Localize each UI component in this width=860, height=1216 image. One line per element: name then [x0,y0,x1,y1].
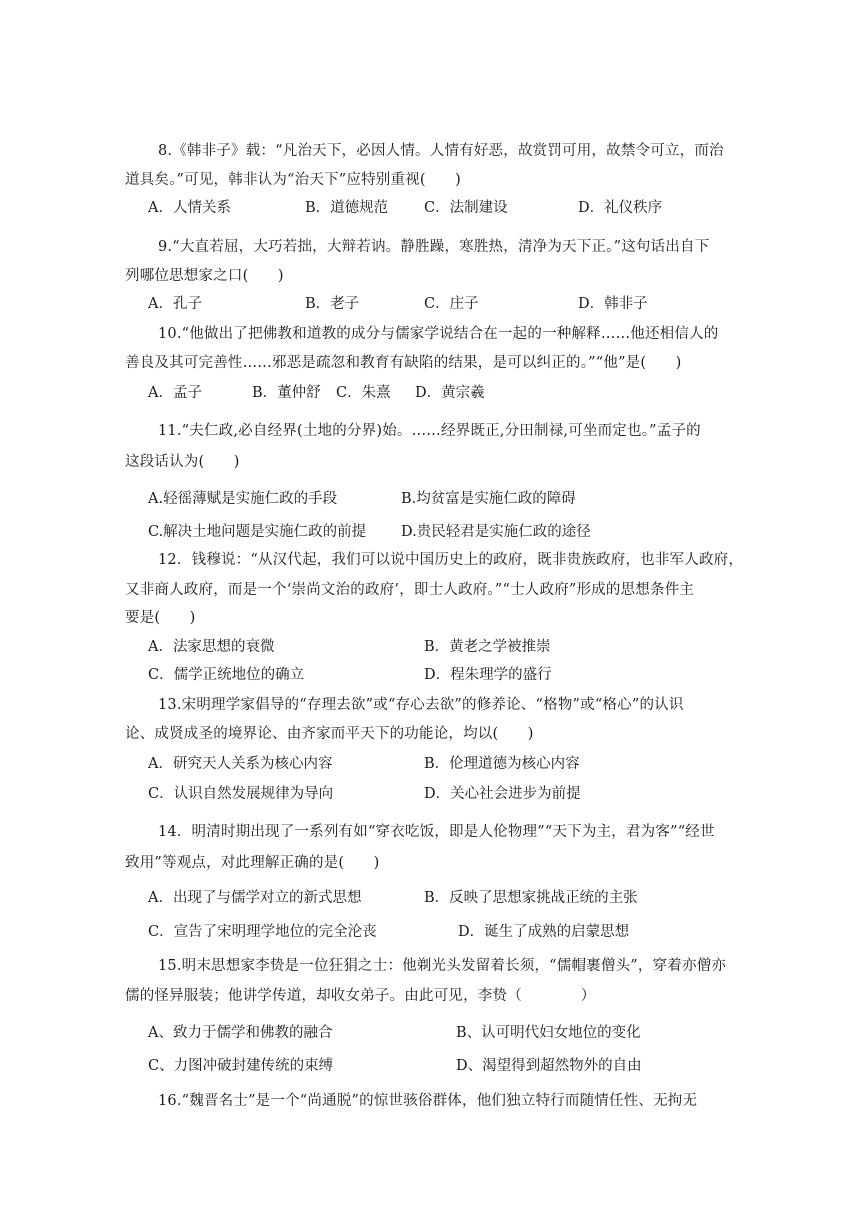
question-9-option-a: A．孔子 [148,296,202,312]
question-12-line-2: 又非商人政府，而是一个‘崇尚文治的政府’，即士人政府。”“士人政府”形成的思想条件主 [125,582,695,598]
question-11-line-1: 11.“夫仁政,必自经界(土地的分界)始。……经界既正,分田制禄,可坐而定也。”孟子的 [158,423,701,439]
question-14-line-1: 14．明清时期出现了一系列有如“穿衣吃饭，即是人伦物理”“天下为主，君为客”“经世 [158,824,715,840]
question-14-option-b: B．反映了思想家挑战正统的主张 [424,890,638,906]
question-11-option-d: D.贵民轻君是实施仁政的途径 [401,524,591,540]
question-14-option-a: A．出现了与儒学对立的新式思想 [148,890,362,906]
question-13-line-1: 13.宋明理学家倡导的“存理去欲”或“存心去欲”的修养论、“格物”或“格心”的认识 [158,697,684,713]
question-15-option-b: B、认可明代妇女地位的变化 [456,1025,641,1041]
question-12-line-1: 12．钱穆说：“从汉代起，我们可以说中国历史上的政府，既非贵族政府，也非军人政府， [158,552,744,568]
question-14-option-d: D．诞生了成熟的启蒙思想 [458,924,630,940]
question-8-option-d: D．礼仪秩序 [578,200,663,216]
question-13-option-c: C．认识自然发展规律为导向 [148,786,334,802]
question-10-line-2: 善良及其可完善性……邪恶是疏忽和教育有缺陷的结果，是可以纠正的。”“他”是( ) [125,355,682,371]
question-9-option-d: D．韩非子 [578,296,648,312]
question-14-line-2: 致用”等观点，对此理解正确的是( ) [125,855,380,871]
question-12-option-d: D．程朱理学的盛行 [424,667,552,683]
question-8-line-2: 道具矣。”可见，韩非认为“治天下”应特别重视( ) [125,172,462,188]
question-13-option-b: B．伦理道德为核心内容 [424,756,580,772]
question-12-option-a: A．法家思想的衰微 [148,639,275,655]
question-15-option-c: C、力图冲破封建传统的束缚 [148,1058,334,1074]
question-11-option-a: A.轻徭薄赋是实施仁政的手段 [148,491,338,507]
question-16-line-1: 16.“魏晋名士”是一个“尚通脱”的惊世骇俗群体，他们独立特行而随情任性、无拘无 [158,1093,698,1109]
question-12-option-c: C．儒学正统地位的确立 [148,667,305,683]
question-10-option-a: A．孟子 [148,385,202,401]
question-15-line-1: 15.明末思想家李贽是一位狂狷之士：他剃光头发留着长须，“儒帽裹僧头”，穿着亦僧亦 [158,958,727,974]
question-14-option-c: C．宣告了宋明理学地位的完全沦丧 [148,924,377,940]
question-15-line-2: 儒的怪异服装；他讲学传道，却收女弟子。由此可见，李贽（ ） [125,988,596,1004]
question-10-option-d: D．黄宗羲 [415,385,485,401]
question-13-option-d: D．关心社会进步为前提 [424,786,581,802]
question-8-option-b: B．道德规范 [305,200,389,216]
question-10-option-c: C．朱熹 [336,385,391,401]
question-11-line-2: 这段话认为( ) [125,454,240,470]
question-15-option-d: D、渴望得到超然物外的自由 [456,1058,642,1074]
question-8-option-c: C．法制建设 [424,200,508,216]
question-9-line-1: 9.“大直若屈，大巧若拙，大辩若讷。静胜躁，寒胜热，清净为天下正。”这句话出自下 [158,239,710,255]
question-15-option-a: A、致力于儒学和佛教的融合 [148,1025,333,1041]
question-13-line-2: 论、成贤成圣的境界论、由齐家而平天下的功能论，均以( ) [125,726,534,742]
question-8-line-1: 8.《韩非子》载：“凡治天下，必因人情。人情有好恶，故赏罚可用，故禁令可立，而治 [158,143,724,159]
question-11-option-c: C.解决土地问题是实施仁政的前提 [148,524,367,540]
question-9-option-b: B．老子 [305,296,360,312]
question-9-line-2: 列哪位思想家之口( ) [125,268,284,284]
question-10-option-b: B．董仲舒 [252,385,321,401]
question-13-option-a: A．研究天人关系为核心内容 [148,756,333,772]
question-12-line-3: 要是( ) [125,610,196,626]
question-12-option-b: B．黄老之学被推崇 [424,639,551,655]
question-11-option-b: B.均贫富是实施仁政的障碍 [401,491,576,507]
question-9-option-c: C．庄子 [424,296,479,312]
question-10-line-1: 10.“他做出了把佛教和道教的成分与儒家学说结合在一起的一种解释……他还相信人的 [158,326,719,342]
question-8-option-a: A．人情关系 [148,200,231,216]
